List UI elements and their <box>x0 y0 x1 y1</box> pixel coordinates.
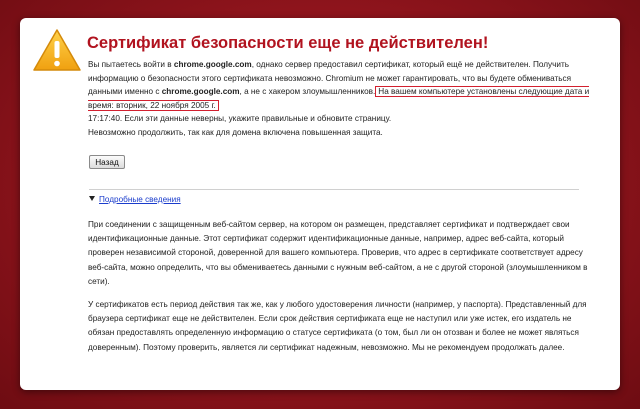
divider <box>89 189 579 190</box>
more-details-link[interactable]: Подробные сведения <box>89 195 181 204</box>
intro-text: Вы пытаетесь войти в chrome.google.com, однако сервер предоставил сертификат, который ещё не действителен. Получить информацию о безопасности этого сертификата невозможно. Chromium не может гарантировать, что вы будете обмениваться данными именно с chrome.google.com, а не с хакером злоумышленников. На вашем компьютере установлены следующие дата и время: вторник, 22 ноября 2005 г. 17:17:40. Если эти данные неверны, укажите правильные и обновите страницу. Невозможно продолжить, так как для домена включена повышенная защита. <box>88 60 590 137</box>
page-title: Сертификат безопасности еще не действителен! <box>87 34 489 52</box>
details-paragraph-1: При соединении с защищенным веб-сайтом сервер, на котором он размещен, представляет сертификат и подтверждает свои идентификационные данные. Этот сертификат содержит идентификационные данные, например, адрес веб-сайта, который проверен независимой стороной, доверенной для вашего компьютера. Проверив, что адрес в сертификате соответствует адресу веб-сайта, можно определить, что вы обмениваетесь данными с нужным веб-сайтом, а не с другой стороной (злоумышленником в сети). <box>88 220 588 286</box>
date-time-highlight: На вашем компьютере установлены следующие дата и время: вторник, 22 ноября 2005 г. <box>88 87 590 110</box>
warning-icon <box>32 28 82 72</box>
back-button[interactable]: Назад <box>89 155 125 169</box>
domain-name: chrome.google.com <box>161 87 240 96</box>
domain-name: chrome.google.com <box>173 60 252 69</box>
details-paragraph-2: У сертификатов есть период действия так же, как у любого удостоверения личности (например, у паспорта). Представленный для браузера сертификат еще не действителен. Если срок действия сертификата еще не наступил или уже истек, его издатель не обязан предоставлять определенную информацию о статусе сертификата (о том, был ли он отозван и более не может являться доверенным). Поэтому проверить, является ли сертификат надежным, невозможно. Мы не рекомендуем продолжать далее. <box>88 300 587 352</box>
disclosure-triangle-icon <box>89 196 95 201</box>
interstitial-panel <box>20 18 620 390</box>
